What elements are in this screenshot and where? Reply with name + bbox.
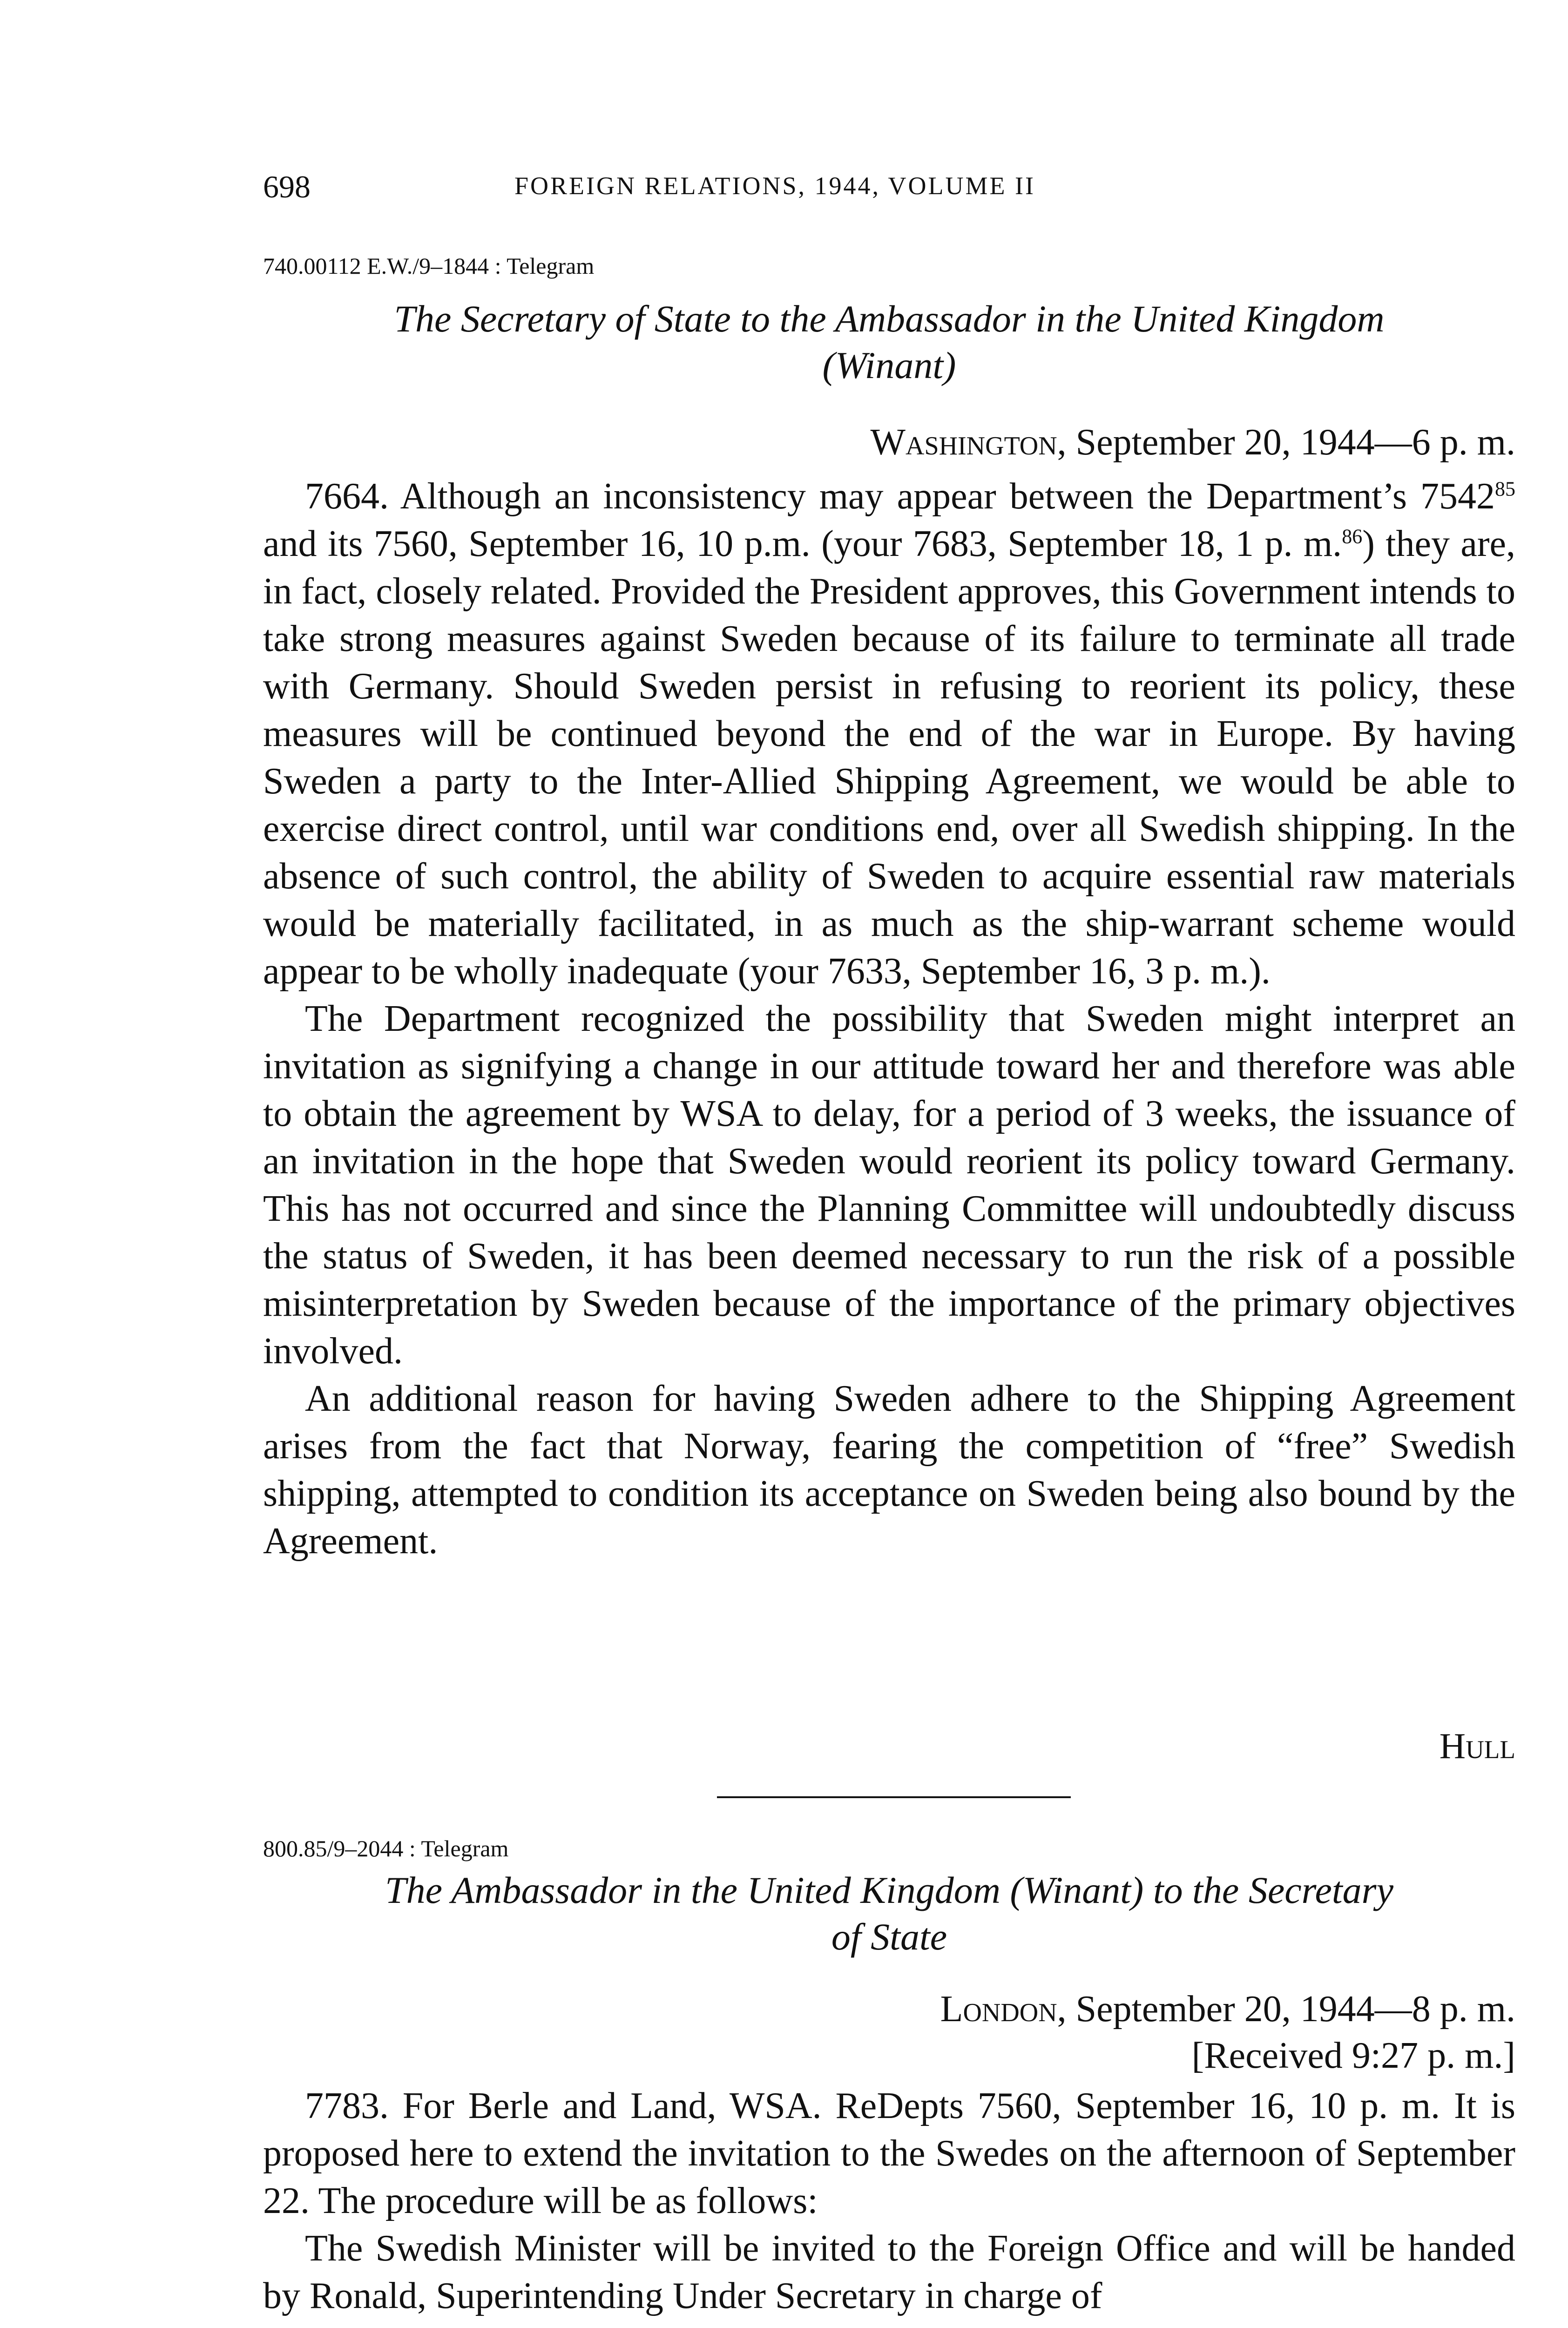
running-head: [263, 169, 1525, 206]
paragraph: The Department recognized the possibility that Sweden might interpret an invitation as signifying a change in our attitude toward her and therefore was able to obtain the agreement by WSA to delay, for a period of 3 weeks, the issuance of an invitation in the hope that Sweden would reorient its policy toward Germany. This has not occurred and since the Planning Committee will undoubtedly discuss the status of Sweden, it has been deemed necessary to run the risk of a possible misinterpretation by Sweden because of the importance of the primary objectives involved.: [263, 998, 1515, 1372]
page-number: 698: [263, 169, 311, 204]
telegram-body: [263, 473, 1515, 1565]
dateline-date: , September 20, 1944—6 p. m.: [1057, 422, 1515, 463]
heading-line: The Ambassador in the United Kingdom (Winant) to the Secretary: [385, 1869, 1393, 1911]
document-heading: [263, 1867, 1515, 1960]
dateline-place: London: [940, 1989, 1057, 2030]
heading-line: of State: [831, 1915, 947, 1958]
section-divider: [717, 1796, 1071, 1798]
heading-line: The Secretary of State to the Ambassador in the United Kingdom: [394, 298, 1385, 340]
paragraph: The Swedish Minister will be invited to the Foreign Office and will be handed by Ronald, Superintending Under Secretary in charge of: [263, 2228, 1515, 2316]
dateline-place: Washington: [870, 422, 1057, 463]
paragraph: 7783. For Berle and Land, WSA. ReDepts 7560, September 16, 10 p. m. It is proposed here to extend the invitation to the Swedes on the afternoon of September 22. The procedure will be as follows:: [263, 2085, 1515, 2221]
dateline: [263, 419, 1515, 466]
signature: Hull: [1439, 1726, 1515, 1766]
dateline: [263, 1986, 1515, 2032]
paragraph: An additional reason for having Sweden adhere to the Shipping Agreement arises from the fact that Norway, fearing the competition of “free” Swedish shipping, attempted to condition its acceptance on Sweden being also bound by the Agreement.: [263, 1378, 1515, 1562]
received-line: [Received 9:27 p. m.]: [1191, 2035, 1515, 2076]
telegram-body: [263, 2082, 1515, 2320]
footnote-ref: 85: [1495, 477, 1515, 501]
document-heading: [263, 296, 1515, 389]
file-reference: 740.00112 E.W./9–1844 : Telegram: [263, 253, 595, 279]
dateline-date: , September 20, 1944—8 p. m.: [1057, 1989, 1515, 2030]
file-reference: 800.85/9–2044 : Telegram: [263, 1835, 509, 1861]
paragraph: 7664. Although an inconsistency may appear between the Department’s 7542$^{85}$ and its 7560, September 16, 10 p.m. (your 7683, September 18, 1 p. m.$^{86}$) they are, in fact, closely related. Provided the President approves, this Government intends to take strong measures against Sweden because of its failure to terminate all trade with Germany. Should Sweden persist in refusing to reorient its policy, these measures will be continued beyond the end of the war in Europe. By having Sweden a party to the Inter-Allied Shipping Agreement, we would be able to exercise direct control, until war conditions end, over all Swedish shipping. In the absence of such control, the ability of Sweden to acquire essential raw materials would be materially facilitated, in as much as the ship-warrant scheme would appear to be wholly inadequate (your 7633, September 16, 3 p. m.).: [263, 476, 1516, 992]
running-title: FOREIGN RELATIONS, 1944, VOLUME II: [514, 172, 1035, 200]
heading-line: (Winant): [822, 344, 956, 386]
footnote-ref: 86: [1342, 525, 1363, 548]
